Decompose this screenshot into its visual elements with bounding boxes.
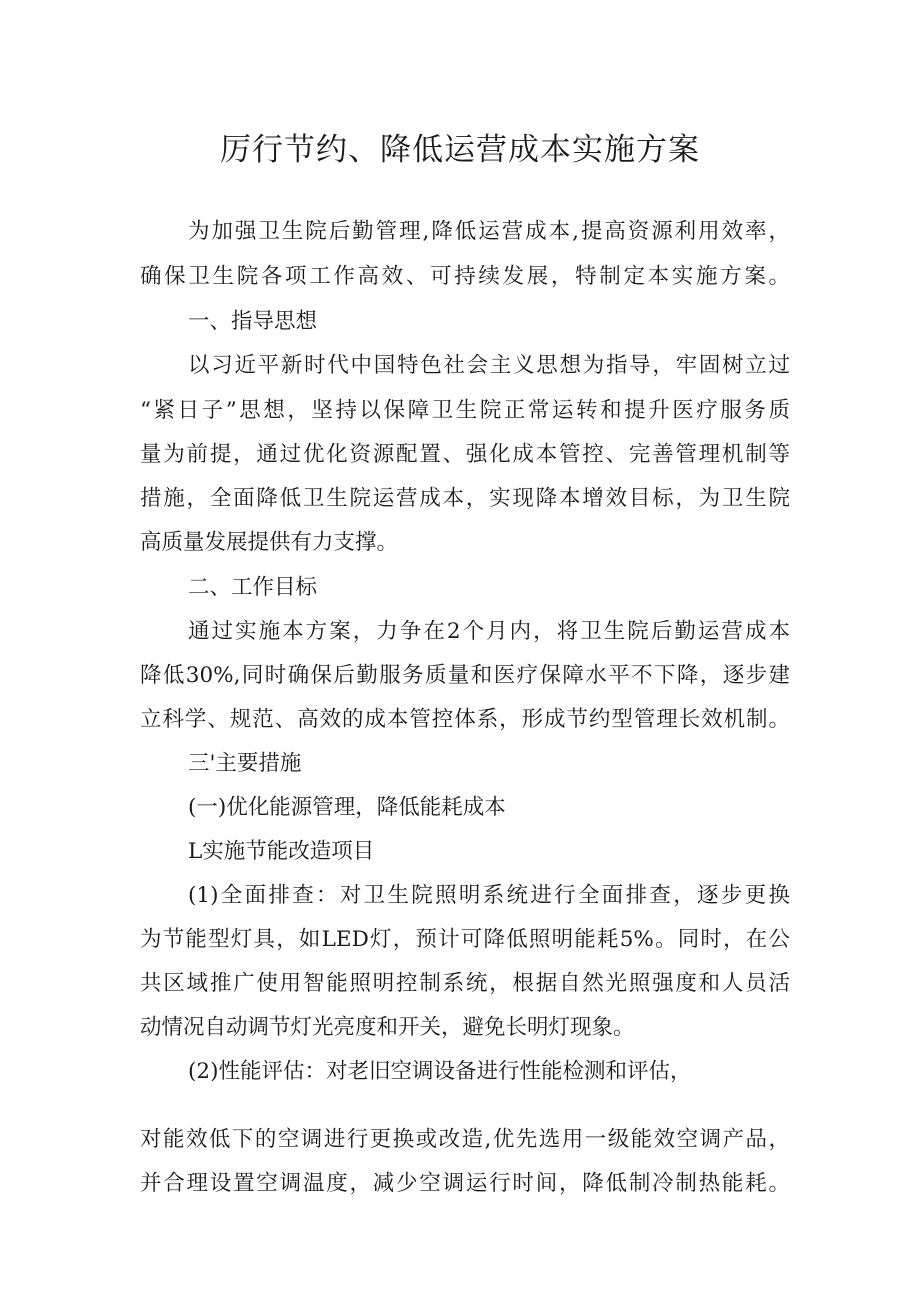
guiding-line-4: 措施，全面降低卫生院运营成本，实现降本增效目标，为卫生院	[140, 486, 790, 511]
measure-1-line-4: 动情况自动调节灯光亮度和开关，避免长明灯现象。	[140, 1015, 635, 1040]
guiding-line-3: 量为前提，通过优化资源配置、强化成本管控、完善管理机制等	[140, 442, 790, 467]
measure-2-line-3: 并合理设置空调温度，减少空调运行时间，降低制冷制热能耗。	[140, 1171, 790, 1196]
subsection-heading-energy: (一)优化能源管理，降低能耗成本	[188, 795, 506, 820]
intro-line-2: 确保卫生院各项工作高效、可持续发展，特制定本实施方案。	[140, 264, 790, 289]
measure-1-line-2: 为节能型灯具，如LED灯，预计可降低照明能耗5%。同时，在公	[140, 927, 790, 952]
guiding-line-1: 以习近平新时代中国特色社会主义思想为指导，牢固树立过	[188, 353, 790, 378]
measure-2-line-1: (2)性能评估：对老旧空调设备进行性能检测和评估，	[188, 1059, 692, 1084]
measure-2-line-2: 对能效低下的空调进行更换或改造,优先选用一级能效空调产品，	[140, 1127, 790, 1152]
measure-1-line-3: 共区域推广使用智能照明控制系统，根据自然光照强度和人员活	[140, 971, 790, 996]
goals-line-1: 通过实施本方案，力争在2个月内，将卫生院后勤运营成本	[188, 619, 790, 644]
section-heading-guiding-ideology: 一、指导思想	[188, 309, 318, 334]
goals-line-3: 立科学、规范、高效的成本管控体系，形成节约型管理长效机制。	[140, 707, 790, 732]
guiding-line-5: 高质量发展提供有力支撑。	[140, 530, 399, 555]
measure-1-line-1: (1)全面排查：对卫生院照明系统进行全面排查，逐步更换	[188, 883, 790, 908]
section-heading-work-goals: 二、工作目标	[188, 575, 318, 600]
intro-line-1: 为加强卫生院后勤管理,降低运营成本,提高资源利用效率，	[188, 219, 790, 244]
guiding-line-2: “紧日子”思想，坚持以保障卫生院正常运转和提升医疗服务质	[140, 398, 790, 423]
goals-line-2: 降低30%,同时确保后勤服务质量和医疗保障水平不下降，逐步建	[140, 663, 790, 688]
item-heading-energy-retrofit: L实施节能改造项目	[188, 839, 375, 864]
section-heading-main-measures: 三'主要措施	[188, 751, 302, 776]
document-title: 厉行节约、降低运营成本实施方案	[220, 132, 700, 168]
